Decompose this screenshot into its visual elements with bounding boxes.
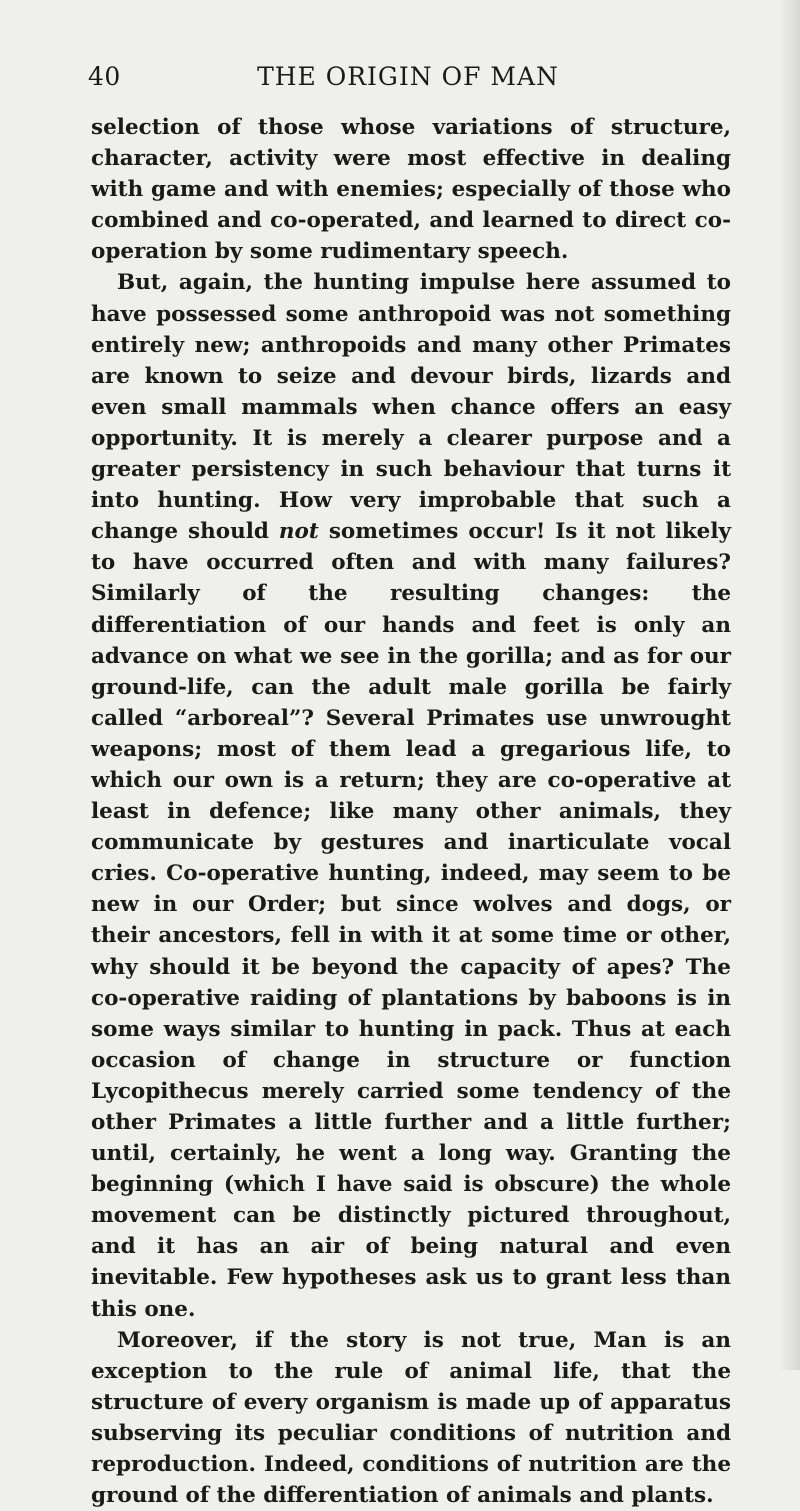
paragraph-1-text: selection of those whose variations of structure, character, activity were most effective in dealing with game and with enemies; especially of those who combined and co-operated, and learned to direct co-operation by some rudimentary speech. (91, 115, 731, 265)
page-header (88, 62, 728, 98)
paragraph-2 (91, 267, 731, 1324)
page-edge-shadow (778, 0, 800, 1370)
paragraph-3 (91, 1325, 731, 1511)
running-title: THE ORIGIN OF MAN (257, 62, 559, 91)
paragraph-2-text-a: But, again, the hunting impulse here assumed to have possessed some anthropoid was not something entirely new; anthropoids and many other Primates are known to seize and devour birds, lizards and even small mammals when chance offers an easy opportunity. It is merely a clearer purpose and a greater persistency in such behaviour that turns it into hunting. How very improbable that such a change should (91, 270, 731, 545)
paragraph-1 (91, 112, 731, 267)
emphasis-not: not (278, 519, 319, 545)
paragraph-2-text-b: sometimes occur! Is it not likely to have occurred often and with many failures? Similarly of the resulting changes: the differentiation of our hands and feet is only an advance on what we see in the gorilla; and as for our ground-life, can the adult male gorilla be fairly called “arboreal”? Several Primates use unwrought weapons; most of them lead a gregarious life, to which our own is a return; they are co-operative at least in defence; like many other animals, they communicate by gestures and inarticulate vocal cries. Co-operative hunting, indeed, may seem to be new in our Order; but since wolves and dogs, or their ancestors, fell in with it at some time or other, why should it be beyond the capacity of apes? The co-operative raiding of plantations by baboons is in some ways similar to hunting in pack. Thus at each occasion of change in structure or function Lycopithecus merely carried some tendency of the other Primates a little further and a little further; until, certainly, he went a long way. Granting the beginning (which I have said is obscure) the whole movement can be distinctly pictured throughout, and it has an air of being natural and even inevitable. Few hypotheses ask us to grant less than this one. (91, 519, 731, 1322)
page-number: 40 (88, 62, 121, 91)
body-text (91, 112, 731, 1511)
paragraph-3-text: Moreover, if the story is not true, Man is an exception to the rule of animal life, that the structure of every organism is made up of apparatus subserving its peculiar conditions of nutrition and reproduction. Indeed, conditions of nutrition are the ground of the differentiation of animals and plants. (91, 1327, 731, 1509)
